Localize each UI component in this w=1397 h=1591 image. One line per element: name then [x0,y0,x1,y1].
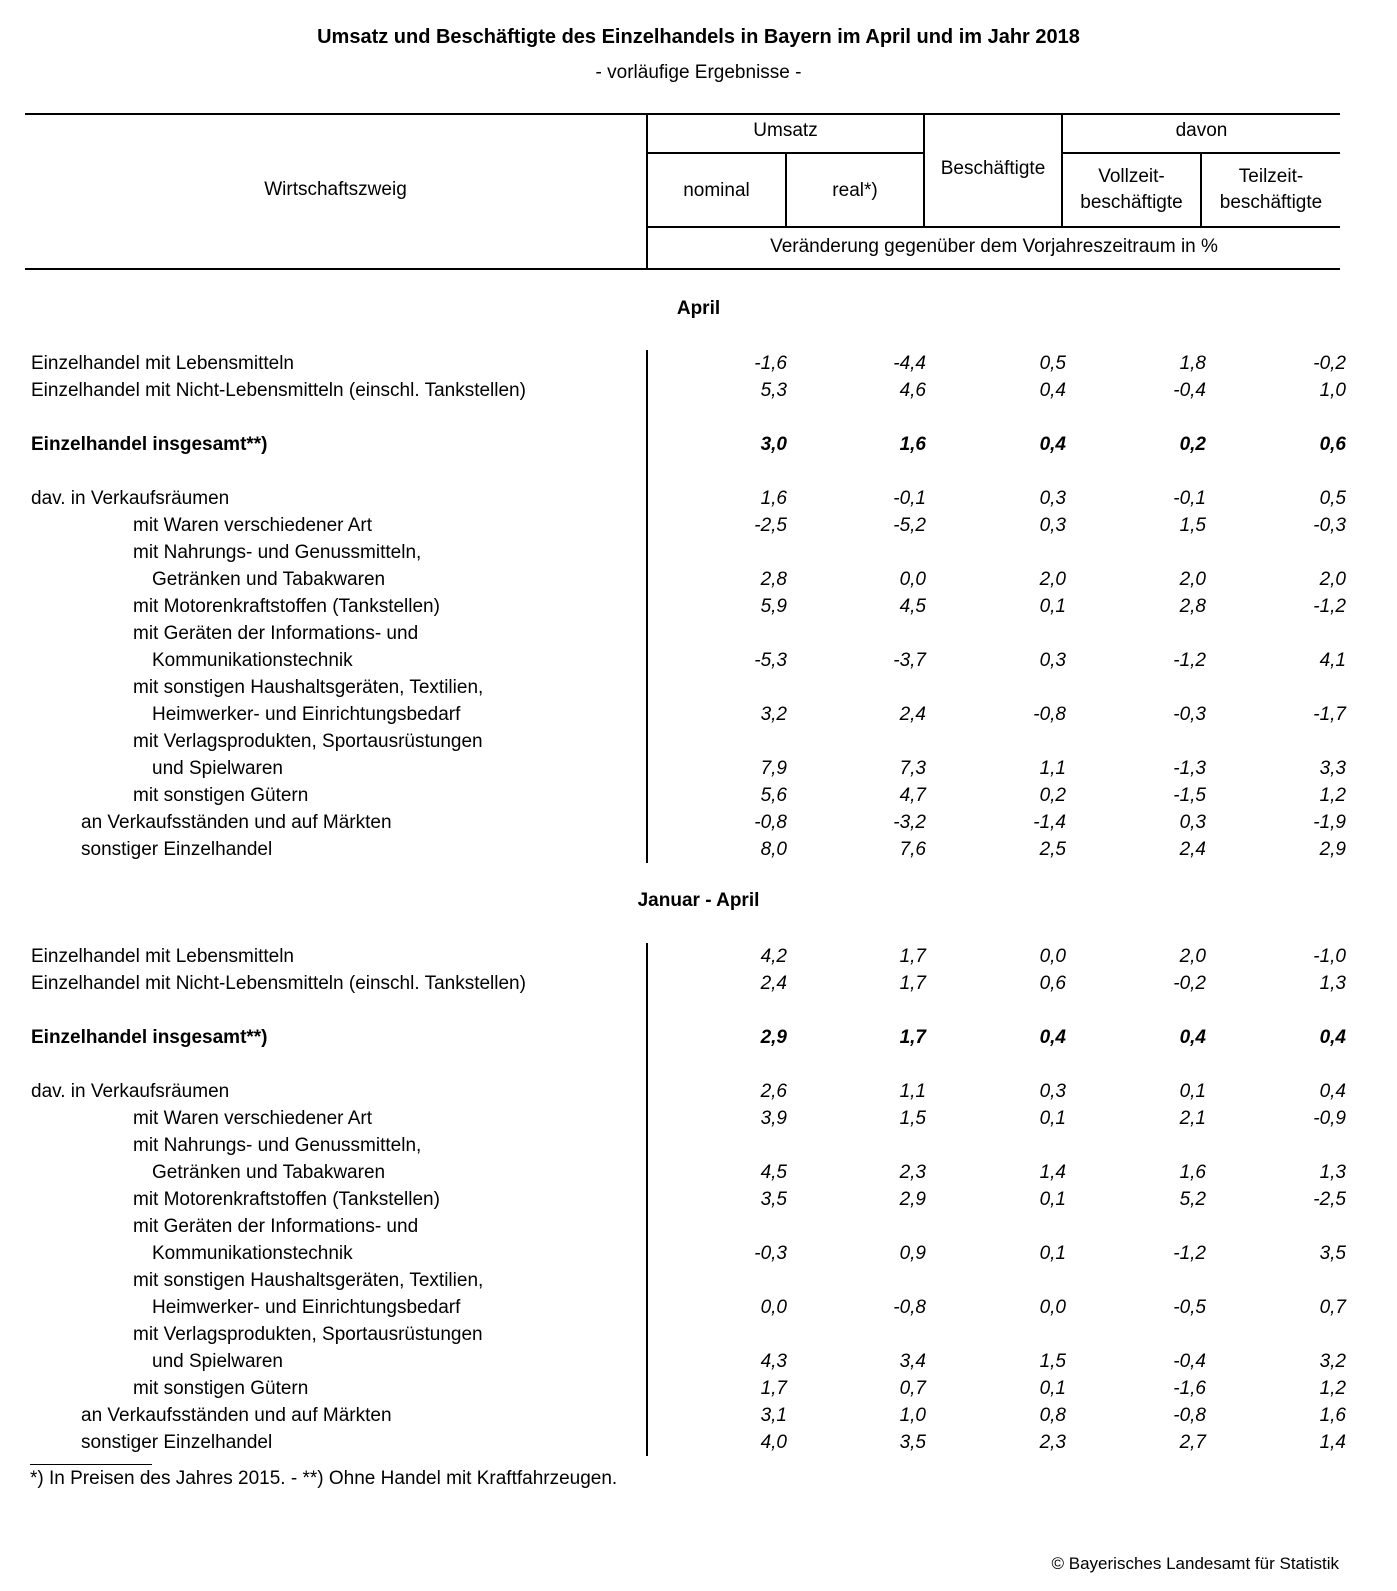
row-value: 1,5 [1039,1351,1066,1372]
row-label: sonstiger Einzelhandel [81,1432,273,1453]
table-row [0,970,1397,997]
row-label: Getränken und Tabakwaren [152,1162,386,1183]
row-value: -0,8 [893,1297,926,1318]
row-label: dav. in Verkaufsräumen [31,1081,230,1102]
row-value: -5,2 [893,515,926,536]
row-value: 0,6 [1319,434,1346,455]
row-value: 0,4 [1179,1027,1206,1048]
row-label: Einzelhandel mit Nicht-Lebensmitteln (einschl. Tankstellen) [31,973,526,994]
row-value: 0,3 [1039,1081,1066,1102]
row-value: 3,1 [760,1405,787,1426]
row-label: Heimwerker- und Einrichtungsbedarf [152,1297,461,1318]
row-value: 2,5 [1039,839,1066,860]
row-value: 1,0 [1319,380,1346,401]
row-value: -0,9 [1313,1108,1346,1129]
row-label: und Spielwaren [152,758,283,779]
table-row [0,1348,1397,1375]
table-row [0,755,1397,782]
row-label: Einzelhandel mit Lebensmitteln [31,353,294,374]
row-value: 0,7 [899,1378,926,1399]
row-value: 7,6 [899,839,926,860]
table-row [0,728,1397,755]
row-value: -3,2 [893,812,926,833]
table-row [0,350,1397,377]
row-value: -1,7 [1313,704,1346,725]
row-value: 1,4 [1319,1432,1346,1453]
row-value: 2,4 [1179,839,1206,860]
table-row [0,1186,1397,1213]
row-value: 2,3 [1039,1432,1066,1453]
header-beschaeftigte: Beschäftigte [940,158,1046,179]
row-value: 1,2 [1319,785,1346,806]
row-value: 1,3 [1319,973,1346,994]
header-veraenderung: Veränderung gegenüber dem Vorjahreszeitraum in % [770,236,1218,257]
header-vollzeit-line2: beschäftigte [1080,192,1183,213]
row-value: 2,1 [1179,1108,1206,1129]
row-value: -1,6 [1173,1378,1206,1399]
row-label: an Verkaufsständen und auf Märkten [81,1405,392,1426]
copyright: © Bayerisches Landesamt für Statistik [1051,1554,1339,1573]
row-value: 1,5 [1179,515,1206,536]
row-label: mit Nahrungs- und Genussmitteln, [133,1135,422,1156]
row-value: -1,6 [754,353,787,374]
row-value: 4,5 [899,596,926,617]
row-value: 1,7 [899,973,926,994]
row-value: 2,9 [899,1189,926,1210]
table-row [0,1024,1397,1051]
row-value: 0,3 [1039,488,1066,509]
row-value: 4,0 [760,1432,787,1453]
row-value: -5,3 [754,650,787,671]
header-vollzeit [1063,164,1200,216]
row-value: 2,0 [1039,569,1066,590]
row-value: 0,0 [899,569,926,590]
row-value: 1,6 [899,434,926,455]
table-row [0,1159,1397,1186]
row-value: 0,2 [1039,785,1066,806]
row-value: 4,1 [1319,650,1346,671]
table-row [0,620,1397,647]
row-value: 0,4 [1039,380,1066,401]
row-value: 3,2 [1319,1351,1346,1372]
row-label: mit Nahrungs- und Genussmitteln, [133,542,422,563]
row-label: mit Motorenkraftstoffen (Tankstellen) [133,1189,440,1210]
row-value: 0,4 [1039,1027,1066,1048]
row-label: mit Waren verschiedener Art [133,515,372,536]
header-wirtschaftszweig: Wirtschaftszweig [264,179,407,200]
table-row [0,943,1397,970]
table-row [0,1321,1397,1348]
row-value: 2,0 [1179,569,1206,590]
row-value: 4,6 [899,380,926,401]
row-value: 1,1 [1039,758,1066,779]
row-label: sonstiger Einzelhandel [81,839,273,860]
table-row [0,674,1397,701]
row-value: 0,1 [1039,1378,1066,1399]
row-value: 7,3 [899,758,926,779]
row-value: 1,5 [899,1108,926,1129]
row-label: und Spielwaren [152,1351,283,1372]
row-value: -4,4 [893,353,926,374]
row-value: 1,6 [760,488,787,509]
table-row [0,1213,1397,1240]
header-top-rule [25,113,1340,115]
row-value: 5,9 [760,596,787,617]
table-row [0,566,1397,593]
row-value: 0,5 [1319,488,1346,509]
row-label: mit sonstigen Haushaltsgeräten, Textilien, [133,677,484,698]
row-value: -0,3 [1173,704,1206,725]
table-row [0,647,1397,674]
header-vollzeit-line1: Vollzeit- [1098,166,1165,187]
row-value: -1,5 [1173,785,1206,806]
table-row [0,485,1397,512]
row-value: 1,7 [760,1378,787,1399]
row-value: 0,3 [1179,812,1206,833]
row-value: 0,3 [1039,650,1066,671]
row-value: 2,0 [1179,946,1206,967]
row-value: -1,9 [1313,812,1346,833]
header-rule-units [648,226,1340,228]
row-value: 5,3 [760,380,787,401]
row-value: 2,0 [1319,569,1346,590]
footnote: *) In Preisen des Jahres 2015. - **) Ohne Handel mit Kraftfahrzeugen. [30,1468,618,1489]
row-label: an Verkaufsständen und auf Märkten [81,812,392,833]
table-row [0,836,1397,863]
header-teilzeit [1202,164,1340,216]
row-value: 1,8 [1179,353,1206,374]
row-value: 0,0 [1039,946,1066,967]
row-label: Einzelhandel mit Lebensmitteln [31,946,294,967]
row-value: 0,1 [1039,596,1066,617]
row-value: -1,2 [1173,650,1206,671]
row-value: -0,4 [1173,1351,1206,1372]
row-value: 2,3 [899,1162,926,1183]
table-row [0,1402,1397,1429]
row-value: -1,0 [1313,946,1346,967]
row-value: 3,5 [899,1432,926,1453]
table-row [0,1429,1397,1456]
row-value: -0,1 [1173,488,1206,509]
table-title: Umsatz und Beschäftigte des Einzelhandels in Bayern im April und im Jahr 2018 [317,26,1080,48]
row-value: 3,9 [760,1108,787,1129]
row-value: 0,1 [1039,1243,1066,1264]
row-value: 2,4 [760,973,787,994]
row-value: 0,2 [1179,434,1206,455]
table-row [0,512,1397,539]
row-value: 1,1 [899,1081,926,1102]
row-label: mit Verlagsprodukten, Sportausrüstungen [133,731,483,752]
footnote-rule [30,1464,152,1465]
row-value: 8,0 [760,839,787,860]
row-value: -1,4 [1033,812,1066,833]
header-bottom-rule [25,268,1340,270]
row-value: 2,9 [760,1027,787,1048]
row-value: 5,2 [1179,1189,1206,1210]
section-title-april: April [676,298,721,319]
row-value: 5,6 [760,785,787,806]
table-subtitle: - vorläufige Ergebnisse - [595,62,802,83]
row-value: 3,3 [1319,758,1346,779]
row-value: -0,2 [1173,973,1206,994]
row-label: Heimwerker- und Einrichtungsbedarf [152,704,461,725]
row-label: mit Geräten der Informations- und [133,1216,419,1237]
table-row [0,1105,1397,1132]
row-label: Einzelhandel mit Nicht-Lebensmitteln (einschl. Tankstellen) [31,380,526,401]
row-value: 0,1 [1039,1108,1066,1129]
row-value: 0,0 [1039,1297,1066,1318]
row-label: mit Waren verschiedener Art [133,1108,372,1129]
table-row [0,1375,1397,1402]
row-value: 1,6 [1319,1405,1346,1426]
row-label: mit Verlagsprodukten, Sportausrüstungen [133,1324,483,1345]
row-value: 2,4 [899,704,926,725]
table-row [0,1240,1397,1267]
row-value: -0,3 [754,1243,787,1264]
row-value: 2,9 [1319,839,1346,860]
table-row [0,1078,1397,1105]
row-value: -2,5 [754,515,787,536]
row-value: 1,7 [899,946,926,967]
row-value: 2,7 [1179,1432,1206,1453]
table-row [0,701,1397,728]
row-value: -3,7 [893,650,926,671]
row-value: -0,1 [893,488,926,509]
row-value: 3,4 [899,1351,926,1372]
table-row [0,377,1397,404]
header-teilzeit-line2: beschäftigte [1219,192,1323,213]
row-value: 0,6 [1039,973,1066,994]
row-value: -0,4 [1173,380,1206,401]
row-label: mit sonstigen Gütern [133,1378,309,1399]
row-label: Kommunikationstechnik [152,1243,353,1264]
header-davon: davon [1175,120,1228,141]
table-row [0,431,1397,458]
row-value: 7,9 [760,758,787,779]
row-value: 0,1 [1039,1189,1066,1210]
row-value: 0,5 [1039,353,1066,374]
row-value: 3,5 [760,1189,787,1210]
row-value: -0,2 [1313,353,1346,374]
table-row [0,809,1397,836]
row-value: -1,2 [1173,1243,1206,1264]
row-value: 3,0 [760,434,787,455]
row-value: 4,7 [899,785,926,806]
row-label: Einzelhandel insgesamt**) [31,1027,268,1048]
row-value: 0,4 [1319,1081,1346,1102]
table-row [0,593,1397,620]
row-value: 4,3 [760,1351,787,1372]
row-value: 0,9 [899,1243,926,1264]
header-nominal: nominal [683,180,750,201]
row-value: 2,8 [760,569,787,590]
row-label: dav. in Verkaufsräumen [31,488,230,509]
row-value: 0,3 [1039,515,1066,536]
table-row [0,539,1397,566]
header-teilzeit-line1: Teilzeit- [1238,166,1304,187]
row-value: 0,4 [1039,434,1066,455]
row-value: -0,8 [1173,1405,1206,1426]
table-row [0,1267,1397,1294]
header-umsatz: Umsatz [753,120,818,141]
section-title-januar-april: Januar - April [637,890,760,911]
row-value: 4,5 [760,1162,787,1183]
row-value: -0,8 [1033,704,1066,725]
row-value: 1,0 [899,1405,926,1426]
row-label: Kommunikationstechnik [152,650,353,671]
row-value: 3,5 [1319,1243,1346,1264]
row-value: -0,8 [754,812,787,833]
row-value: -1,2 [1313,596,1346,617]
row-value: 1,3 [1319,1162,1346,1183]
row-value: 1,2 [1319,1378,1346,1399]
table-row [0,1294,1397,1321]
row-value: 0,4 [1319,1027,1346,1048]
row-value: -0,5 [1173,1297,1206,1318]
row-value: 1,4 [1039,1162,1066,1183]
row-value: 2,8 [1179,596,1206,617]
row-value: -0,3 [1313,515,1346,536]
row-value: 0,7 [1319,1297,1346,1318]
row-value: 2,6 [760,1081,787,1102]
row-value: 0,8 [1039,1405,1066,1426]
row-label: mit sonstigen Haushaltsgeräten, Textilien, [133,1270,484,1291]
row-value: 0,0 [760,1297,787,1318]
table-row [0,782,1397,809]
row-label: mit Geräten der Informations- und [133,623,419,644]
row-label: mit Motorenkraftstoffen (Tankstellen) [133,596,440,617]
row-value: 1,6 [1179,1162,1206,1183]
row-value: 1,7 [899,1027,926,1048]
table-row [0,1132,1397,1159]
row-value: -2,5 [1313,1189,1346,1210]
row-value: 3,2 [760,704,787,725]
row-value: -1,3 [1173,758,1206,779]
row-value: 4,2 [760,946,787,967]
row-value: 0,1 [1179,1081,1206,1102]
row-label: Getränken und Tabakwaren [152,569,386,590]
row-label: mit sonstigen Gütern [133,785,309,806]
header-real: real*) [832,180,878,201]
row-label: Einzelhandel insgesamt**) [31,434,268,455]
